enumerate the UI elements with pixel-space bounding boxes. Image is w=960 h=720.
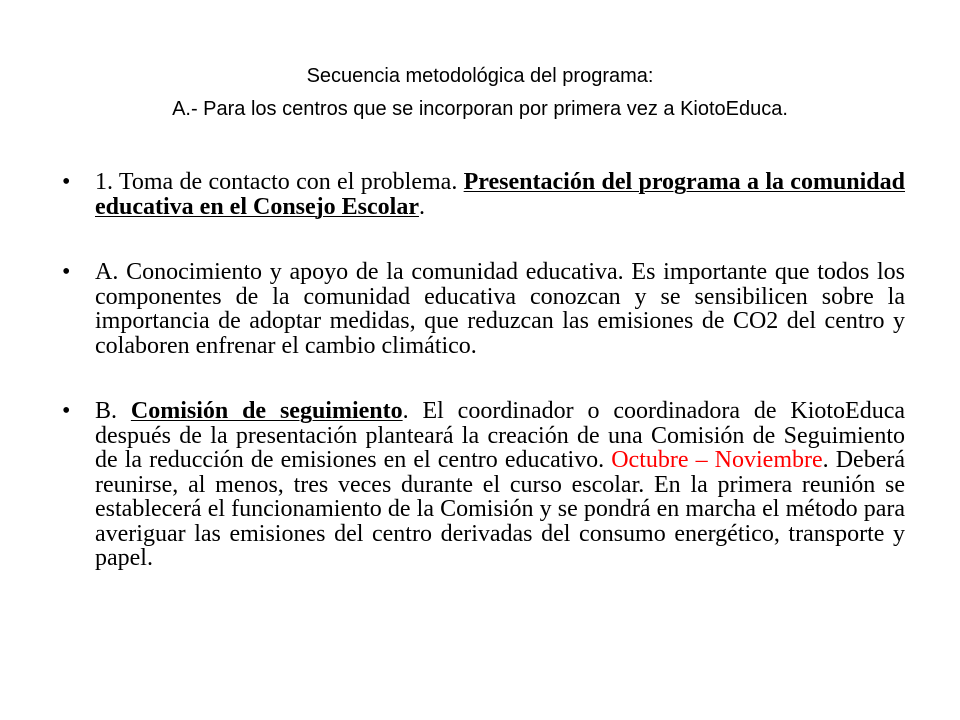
list-item-comision [62, 399, 905, 571]
slide-title [0, 60, 960, 126]
item-emphasis: Comisión de seguimiento [130, 398, 403, 424]
item-text: A. Conocimiento y apoyo de la comunidad educativa. Es importante que todos los componentes de la comunidad educativa conozcan y se sensibilicen sobre la importancia de adoptar medidas, que reduzcan las emisiones de CO2 del centro y colaboren enfrenar el cambio climático. [95, 259, 905, 359]
item-lead: 1. Toma de contacto con el problema. [95, 169, 464, 195]
item-tail: . [418, 193, 425, 220]
item-date-highlight: Octubre – Noviembre [611, 447, 823, 473]
item-lead: B. [95, 398, 131, 424]
title-line-1: Secuencia metodológica del programa: [306, 65, 654, 87]
list-item-conocimiento [62, 260, 905, 358]
item-emphasis: Presentación del programa a la comunidad educativa en el Consejo Escolar [95, 169, 906, 220]
bullet-icon: • [62, 259, 71, 285]
item-tail: . Deberá reunirse, al menos, tres veces durante el curso escolar. En la primera reunión se establecerá el funcionamiento de la Comisión y se pondrá en marcha el método para averiguar las emisiones del centro derivadas del consumo energético, transporte y papel. [95, 447, 906, 571]
item-mid: . El coordinador o coordinadora de KiotoEduca después de la presentación planteará la creación de una Comisión de Seguimiento de la reducción de emisiones en el centro educativo. [95, 398, 905, 473]
title-line-2: A.- Para los centros que se incorporan por primera vez a KiotoEduca. [172, 98, 788, 120]
bullet-icon: • [62, 398, 71, 424]
bullet-icon: • [62, 169, 71, 195]
list-item-contacto [62, 170, 905, 219]
bullet-list [62, 170, 905, 612]
